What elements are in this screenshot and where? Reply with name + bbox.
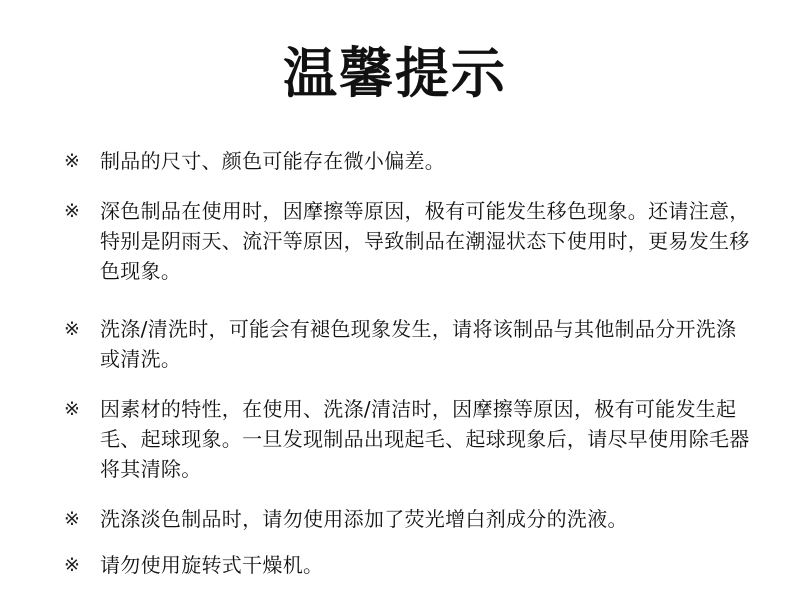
reference-mark-icon: ※: [64, 398, 81, 420]
notice-item: [64, 146, 754, 176]
reference-mark-icon: ※: [64, 508, 81, 530]
page-title: 温馨提示: [283, 42, 507, 105]
reference-mark-icon: ※: [64, 150, 81, 172]
notice-item: [64, 196, 754, 286]
notice-text: 请勿使用旋转式干燥机。: [100, 553, 324, 577]
notice-item: [64, 550, 754, 580]
notice-item: [64, 314, 754, 374]
notice-item: [64, 394, 754, 484]
reference-mark-icon: ※: [64, 554, 81, 576]
notice-text: 深色制品在使用时，因摩擦等原因，极有可能发生移色现象。还请注意，特别是阴雨天、流汗等原因，导致制品在潮湿状态下使用时，更易发生移色现象。: [100, 199, 750, 283]
notice-text: 洗涤/清洗时，可能会有褪色现象发生，请将该制品与其他制品分开洗涤或清洗。: [100, 317, 737, 371]
notice-item: [64, 504, 754, 534]
reference-mark-icon: ※: [64, 200, 81, 222]
notice-text: 制品的尺寸、颜色可能存在微小偏差。: [100, 149, 446, 173]
notice-text: 洗涤淡色制品时，请勿使用添加了荧光增白剂成分的洗液。: [100, 507, 628, 531]
notice-text: 因素材的特性，在使用、洗涤/清洁时，因摩擦等原因，极有可能发生起毛、起球现象。一旦发现制品出现起毛、起球现象后，请尽早使用除毛器将其清除。: [100, 397, 750, 481]
reference-mark-icon: ※: [64, 318, 81, 340]
